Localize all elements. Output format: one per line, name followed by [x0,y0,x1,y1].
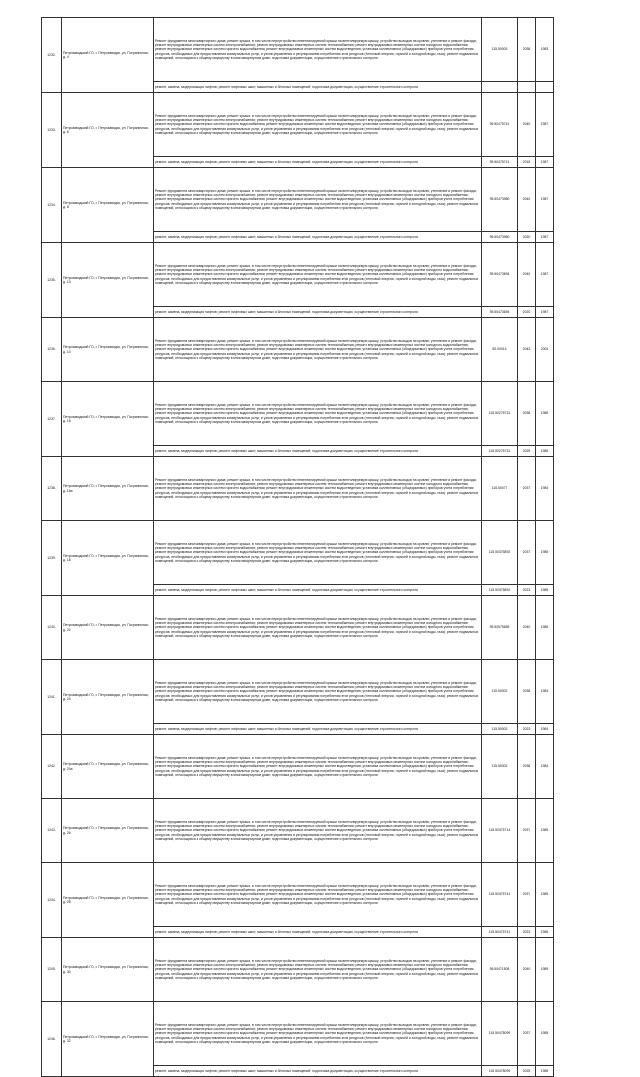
built-year-cell: 1987 [536,307,554,318]
built-year-cell: 1985 [536,521,554,585]
built-year-cell: 1985 [536,596,554,660]
cost-cell: 115.50002 [482,735,518,799]
cost-cell [482,82,518,93]
row-number: 1239. [42,521,62,596]
table-row [42,938,554,1002]
row-number: 1243. [42,799,62,863]
work-description-full: Ремонт фундамента многоквартирного дома; ремонт крыши, в том числе переустройство невентилируемой крыши на вентилируемую крышу, устройство выходов на кровлю; утепление и ремонт фасада; ремонт внутридомовых инженерных систем электроснабжения; ремонт внутридомовых инженерных систем теплоснабжения; ремонт внутридомовых инженерных систем холодного водоснабжения; ремонт внутридомовых инженерных систем горячего водоснабжения; ремонт внутридомовых инженерных систем водоотведения; установка коллективных (общедомовых) приборов учета потребления ресурсов, необходимых для предоставления коммунальных услуг, и узлов управления и регулирования потребления этих ресурсов (тепловой энергии, горячей и холодной воды, газа); ремонт подвальных помещений, относящихся к общему имуществу в многоквартирном доме; подготовка документации, осуществление строительного контроля [154,93,482,157]
cost-cell: 95.50475741 [482,157,518,168]
built-year-cell: 1985 [536,382,554,446]
table-row [42,660,554,724]
address-cell: Петрозаводский ГО, г. Петрозаводск, ул. Пограничная, д. 26 [62,799,154,863]
address-cell: Петрозаводский ГО, г. Петрозаводск, ул. Пограничная, д. 8 [62,168,154,243]
work-description-full: Ремонт фундамента многоквартирного дома; ремонт крыши, в том числе переустройство невентилируемой крыши на вентилируемую крышу, устройство выходов на кровлю; утепление и ремонт фасада; ремонт внутридомовых инженерных систем электроснабжения; ремонт внутридомовых инженерных систем теплоснабжения; ремонт внутридомовых инженерных систем холодного водоснабжения; ремонт внутридомовых инженерных систем горячего водоснабжения; ремонт внутридомовых инженерных систем водоотведения; установка коллективных (общедомовых) приборов учета потребления ресурсов, необходимых для предоставления коммунальных услуг, и узлов управления и регулирования потребления этих ресурсов (тепловой энергии, горячей и холодной воды, газа); ремонт подвальных помещений, относящихся к общему имуществу в многоквартирном доме; подготовка документации, осуществление строительного контроля [154,18,482,82]
address-cell: Петрозаводский ГО, г. Петрозаводск, ул. Пограничная, д. 16а [62,457,154,521]
cost-cell: 115.50002 [482,660,518,724]
cost-cell: 115.50375892 [482,521,518,585]
built-year-cell: 1987 [536,93,554,157]
address-cell: Петрозаводский ГО, г. Петрозаводск, ул. Пограничная, д. 32 [62,1002,154,1077]
address-cell: Петрозаводский ГО, г. Петрозаводск, ул. Пограничная, д. 24 [62,660,154,735]
address-cell: Петрозаводский ГО, г. Петрозаводск, ул. Пограничная, д. 28 [62,863,154,938]
row-number: 1236. [42,318,62,382]
cost-cell: 95.50473980 [482,168,518,232]
built-year-cell: 1984 [536,735,554,799]
capital-repair-table [41,17,554,1077]
repair-year-cell: 2037 [518,521,536,585]
cost-cell: 115.50477 [482,457,518,521]
work-description-lift: ремонт, замена, модернизация лифтов; ремонт лифтовых шахт, машинных и блочных помещений; подготовка документации, осуществление строительного контроля [154,82,482,93]
cost-cell: 115.50003 [482,18,518,82]
built-year-cell: 1985 [536,1066,554,1077]
work-description-lift: ремонт, замена, модернизация лифтов; ремонт лифтовых шахт, машинных и блочных помещений; подготовка документации, осуществление строительного контроля [154,585,482,596]
cost-cell: 50.00014 [482,318,518,382]
table-row [42,799,554,863]
cost-cell: 95.50475741 [482,93,518,157]
work-description-lift: ремонт, замена, модернизация лифтов; ремонт лифтовых шахт, машинных и блочных помещений; подготовка документации, осуществление строительного контроля [154,446,482,457]
address-cell: Петрозаводский ГО, г. Петрозаводск, ул. Пограничная, д. 4 [62,18,154,93]
cost-cell: 115.50475741 [482,927,518,938]
repair-year-cell: 2037 [518,863,536,927]
cost-cell: 115.50478099 [482,1002,518,1066]
address-cell: Петрозаводский ГО, г. Петрозаводск, ул. Пограничная, д. 6 [62,93,154,168]
repair-year-cell: 2020 [518,307,536,318]
address-cell: Петрозаводский ГО, г. Петрозаводск, ул. Пограничная, д. 16 [62,382,154,457]
address-cell: Петрозаводский ГО, г. Петрозаводск, ул. Пограничная, д. 14 [62,318,154,382]
address-cell: Петрозаводский ГО, г. Петрозаводск, ул. Пограничная, д. 24а [62,735,154,799]
repair-year-cell: 2040 [518,938,536,1002]
repair-year-cell: 2037 [518,799,536,863]
table-body [42,18,554,1077]
cost-cell: 115.50478099 [482,1066,518,1077]
cost-cell: 95.50473694 [482,243,518,307]
cost-cell: 115.50275731 [482,446,518,457]
repair-year-cell: 2040 [518,93,536,157]
table-row [42,596,554,660]
repair-year-cell: 2020 [518,232,536,243]
repair-year-cell: 2018 [518,157,536,168]
repair-year-cell: 2037 [518,1002,536,1066]
table-row [42,863,554,927]
table-row [42,457,554,521]
repair-year-cell: 2023 [518,724,536,735]
work-description-lift: ремонт, замена, модернизация лифтов; ремонт лифтовых шахт, машинных и блочных помещений; подготовка документации, осуществление строительного контроля [154,1066,482,1077]
cost-cell: 115.50275731 [482,382,518,446]
work-description-lift: ремонт, замена, модернизация лифтов; ремонт лифтовых шахт, машинных и блочных помещений; подготовка документации, осуществление строительного контроля [154,157,482,168]
repair-year-cell: 2037 [518,457,536,521]
row-number: 1242. [42,735,62,799]
built-year-cell: 1987 [536,243,554,307]
built-year-cell: 1983 [536,18,554,82]
repair-year-cell: 2025 [518,446,536,457]
cost-cell: 115.50475741 [482,863,518,927]
repair-year-cell: 2043 [518,318,536,382]
row-number: 1241. [42,660,62,735]
work-description-full: Ремонт фундамента многоквартирного дома; ремонт крыши, в том числе переустройство невентилируемой крыши на вентилируемую крышу, устройство выходов на кровлю; утепление и ремонт фасада; ремонт внутридомовых инженерных систем электроснабжения; ремонт внутридомовых инженерных систем теплоснабжения; ремонт внутридомовых инженерных систем холодного водоснабжения; ремонт внутридомовых инженерных систем горячего водоснабжения; ремонт внутридомовых инженерных систем водоотведения; установка коллективных (общедомовых) приборов учета потребления ресурсов, необходимых для предоставления коммунальных услуг, и узлов управления и регулирования потребления этих ресурсов (тепловой энергии, горячей и холодной воды, газа); ремонт подвальных помещений, относящихся к общему имуществу в многоквартирном доме; подготовка документации, осуществление строительного контроля [154,457,482,521]
row-number: 1237. [42,382,62,457]
work-description-full: Ремонт фундамента многоквартирного дома; ремонт крыши, в том числе переустройство невентилируемой крыши на вентилируемую крышу, устройство выходов на кровлю; утепление и ремонт фасада; ремонт внутридомовых инженерных систем электроснабжения; ремонт внутридомовых инженерных систем теплоснабжения; ремонт внутридомовых инженерных систем холодного водоснабжения; ремонт внутридомовых инженерных систем горячего водоснабжения; ремонт внутридомовых инженерных систем водоотведения; установка коллективных (общедомовых) приборов учета потребления ресурсов, необходимых для предоставления коммунальных услуг, и узлов управления и регулирования потребления этих ресурсов (тепловой энергии, горячей и холодной воды, газа); ремонт подвальных помещений, относящихся к общему имуществу в многоквартирном доме; подготовка документации, осуществление строительного контроля [154,243,482,307]
work-description-full: Ремонт фундамента многоквартирного дома; ремонт крыши, в том числе переустройство невентилируемой крыши на вентилируемую крышу, устройство выходов на кровлю; утепление и ремонт фасада; ремонт внутридомовых инженерных систем электроснабжения; ремонт внутридомовых инженерных систем теплоснабжения; ремонт внутридомовых инженерных систем холодного водоснабжения; ремонт внутридомовых инженерных систем горячего водоснабжения; ремонт внутридомовых инженерных систем водоотведения; установка коллективных (общедомовых) приборов учета потребления ресурсов, необходимых для предоставления коммунальных услуг, и узлов управления и регулирования потребления этих ресурсов (тепловой энергии, горячей и холодной воды, газа); ремонт подвальных помещений, относящихся к общему имуществу в многоквартирном доме; подготовка документации, осуществление строительного контроля [154,660,482,724]
table-row [42,318,554,382]
repair-year-cell: 2040 [518,243,536,307]
work-description-full: Ремонт фундамента многоквартирного дома; ремонт крыши, в том числе переустройство невентилируемой крыши на вентилируемую крышу, устройство выходов на кровлю; утепление и ремонт фасада; ремонт внутридомовых инженерных систем электроснабжения; ремонт внутридомовых инженерных систем теплоснабжения; ремонт внутридомовых инженерных систем холодного водоснабжения; ремонт внутридомовых инженерных систем горячего водоснабжения; ремонт внутридомовых инженерных систем водоотведения; установка коллективных (общедомовых) приборов учета потребления ресурсов, необходимых для предоставления коммунальных услуг, и узлов управления и регулирования потребления этих ресурсов (тепловой энергии, горячей и холодной воды, газа); ремонт подвальных помещений, относящихся к общему имуществу в многоквартирном доме; подготовка документации, осуществление строительного контроля [154,1002,482,1066]
built-year-cell: 2002 [536,318,554,382]
row-number: 1246. [42,1002,62,1077]
row-number: 1234. [42,168,62,243]
work-description-full: Ремонт фундамента многоквартирного дома; ремонт крыши, в том числе переустройство невентилируемой крыши на вентилируемую крышу, устройство выходов на кровлю; утепление и ремонт фасада; ремонт внутридомовых инженерных систем электроснабжения; ремонт внутридомовых инженерных систем теплоснабжения; ремонт внутридомовых инженерных систем холодного водоснабжения; ремонт внутридомовых инженерных систем горячего водоснабжения; ремонт внутридомовых инженерных систем водоотведения; установка коллективных (общедомовых) приборов учета потребления ресурсов, необходимых для предоставления коммунальных услуг, и узлов управления и регулирования потребления этих ресурсов (тепловой энергии, горячей и холодной воды, газа); ремонт подвальных помещений, относящихся к общему имуществу в многоквартирном доме; подготовка документации, осуществление строительного контроля [154,596,482,660]
row-number: 1245. [42,938,62,1002]
cost-cell: 115.50002 [482,724,518,735]
work-description-full: Ремонт фундамента многоквартирного дома; ремонт крыши, в том числе переустройство невентилируемой крыши на вентилируемую крышу, устройство выходов на кровлю; утепление и ремонт фасада; ремонт внутридомовых инженерных систем электроснабжения; ремонт внутридомовых инженерных систем теплоснабжения; ремонт внутридомовых инженерных систем холодного водоснабжения; ремонт внутридомовых инженерных систем горячего водоснабжения; ремонт внутридомовых инженерных систем водоотведения; установка коллективных (общедомовых) приборов учета потребления ресурсов, необходимых для предоставления коммунальных услуг, и узлов управления и регулирования потребления этих ресурсов (тепловой энергии, горячей и холодной воды, газа); ремонт подвальных помещений, относящихся к общему имуществу в многоквартирном доме; подготовка документации, осуществление строительного контроля [154,863,482,927]
repair-year-cell: 2023 [518,927,536,938]
work-description-full: Ремонт фундамента многоквартирного дома; ремонт крыши, в том числе переустройство невентилируемой крыши на вентилируемую крышу, устройство выходов на кровлю; утепление и ремонт фасада; ремонт внутридомовых инженерных систем электроснабжения; ремонт внутридомовых инженерных систем теплоснабжения; ремонт внутридомовых инженерных систем холодного водоснабжения; ремонт внутридомовых инженерных систем горячего водоснабжения; ремонт внутридомовых инженерных систем водоотведения; установка коллективных (общедомовых) приборов учета потребления ресурсов, необходимых для предоставления коммунальных услуг, и узлов управления и регулирования потребления этих ресурсов (тепловой энергии, горячей и холодной воды, газа); ремонт подвальных помещений, относящихся к общему имуществу в многоквартирном доме; подготовка документации, осуществление строительного контроля [154,521,482,585]
built-year-cell: 1985 [536,446,554,457]
built-year-cell [536,82,554,93]
built-year-cell: 1989 [536,938,554,1002]
address-cell: Петрозаводский ГО, г. Петрозаводск, ул. Пограничная, д. 10 [62,243,154,318]
repair-year-cell [518,82,536,93]
work-description-full: Ремонт фундамента многоквартирного дома; ремонт крыши, в том числе переустройство невентилируемой крыши на вентилируемую крышу, устройство выходов на кровлю; утепление и ремонт фасада; ремонт внутридомовых инженерных систем электроснабжения; ремонт внутридомовых инженерных систем теплоснабжения; ремонт внутридомовых инженерных систем холодного водоснабжения; ремонт внутридомовых инженерных систем горячего водоснабжения; ремонт внутридомовых инженерных систем водоотведения; установка коллективных (общедомовых) приборов учета потребления ресурсов, необходимых для предоставления коммунальных услуг, и узлов управления и регулирования потребления этих ресурсов (тепловой энергии, горячей и холодной воды, газа); ремонт подвальных помещений, относящихся к общему имуществу в многоквартирном доме; подготовка документации, осуществление строительного контроля [154,168,482,232]
repair-year-cell: 2023 [518,585,536,596]
built-year-cell: 1984 [536,457,554,521]
work-description-lift: ремонт, замена, модернизация лифтов; ремонт лифтовых шахт, машинных и блочных помещений; подготовка документации, осуществление строительного контроля [154,307,482,318]
built-year-cell: 1987 [536,232,554,243]
built-year-cell: 1984 [536,724,554,735]
built-year-cell: 1985 [536,863,554,927]
repair-year-cell: 2038 [518,735,536,799]
work-description-full: Ремонт фундамента многоквартирного дома; ремонт крыши, в том числе переустройство невентилируемой крыши на вентилируемую крышу, устройство выходов на кровлю; утепление и ремонт фасада; ремонт внутридомовых инженерных систем электроснабжения; ремонт внутридомовых инженерных систем теплоснабжения; ремонт внутридомовых инженерных систем холодного водоснабжения; ремонт внутридомовых инженерных систем горячего водоснабжения; ремонт внутридомовых инженерных систем водоотведения; установка коллективных (общедомовых) приборов учета потребления ресурсов, необходимых для предоставления коммунальных услуг, и узлов управления и регулирования потребления этих ресурсов (тепловой энергии, горячей и холодной воды, газа); ремонт подвальных помещений, относящихся к общему имуществу в многоквартирном доме; подготовка документации, осуществление строительного контроля [154,735,482,799]
row-number: 1235. [42,243,62,318]
row-number: 1240. [42,596,62,660]
built-year-cell: 1985 [536,799,554,863]
table-row [42,18,554,82]
built-year-cell: 1987 [536,168,554,232]
repair-year-cell: 2040 [518,596,536,660]
table-row [42,93,554,157]
built-year-cell: 1985 [536,1002,554,1066]
built-year-cell: 1985 [536,927,554,938]
row-number: 1244. [42,863,62,938]
cost-cell: 95.50471508 [482,938,518,1002]
row-number: 1233. [42,93,62,168]
table-row [42,1002,554,1066]
table-row [42,521,554,585]
address-cell: Петрозаводский ГО, г. Петрозаводск, ул. Пограничная, д. 22 [62,596,154,660]
built-year-cell: 1984 [536,660,554,724]
work-description-full: Ремонт фундамента многоквартирного дома; ремонт крыши, в том числе переустройство невентилируемой крыши на вентилируемую крышу, устройство выходов на кровлю; утепление и ремонт фасада; ремонт внутридомовых инженерных систем электроснабжения; ремонт внутридомовых инженерных систем теплоснабжения; ремонт внутридомовых инженерных систем холодного водоснабжения; ремонт внутридомовых инженерных систем горячего водоснабжения; ремонт внутридомовых инженерных систем водоотведения; установка коллективных (общедомовых) приборов учета потребления ресурсов, необходимых для предоставления коммунальных услуг, и узлов управления и регулирования потребления этих ресурсов (тепловой энергии, горячей и холодной воды, газа); ремонт подвальных помещений, относящихся к общему имуществу в многоквартирном доме; подготовка документации, осуществление строительного контроля [154,799,482,863]
built-year-cell: 1987 [536,157,554,168]
row-number: 1232. [42,18,62,93]
repair-year-cell: 2038 [518,18,536,82]
cost-cell: 95.50473694 [482,307,518,318]
cost-cell: 115.50375892 [482,585,518,596]
work-description-full: Ремонт фундамента многоквартирного дома; ремонт крыши, в том числе переустройство невентилируемой крыши на вентилируемую крышу, устройство выходов на кровлю; утепление и ремонт фасада; ремонт внутридомовых инженерных систем электроснабжения; ремонт внутридомовых инженерных систем теплоснабжения; ремонт внутридомовых инженерных систем холодного водоснабжения; ремонт внутридомовых инженерных систем горячего водоснабжения; ремонт внутридомовых инженерных систем водоотведения; установка коллективных (общедомовых) приборов учета потребления ресурсов, необходимых для предоставления коммунальных услуг, и узлов управления и регулирования потребления этих ресурсов (тепловой энергии, горячей и холодной воды, газа); ремонт подвальных помещений, относящихся к общему имуществу в многоквартирном доме; подготовка документации, осуществление строительного контроля [154,938,482,1002]
table-row [42,735,554,799]
work-description-lift: ремонт, замена, модернизация лифтов; ремонт лифтовых шахт, машинных и блочных помещений; подготовка документации, осуществление строительного контроля [154,927,482,938]
work-description-lift: ремонт, замена, модернизация лифтов; ремонт лифтовых шахт, машинных и блочных помещений; подготовка документации, осуществление строительного контроля [154,232,482,243]
repair-year-cell: 2038 [518,382,536,446]
table-row [42,382,554,446]
address-cell: Петрозаводский ГО, г. Петрозаводск, ул. Пограничная, д. 18 [62,521,154,596]
cost-cell: 115.50375714 [482,799,518,863]
built-year-cell: 1985 [536,585,554,596]
work-description-full: Ремонт фундамента многоквартирного дома; ремонт крыши, в том числе переустройство невентилируемой крыши на вентилируемую крышу, устройство выходов на кровлю; утепление и ремонт фасада; ремонт внутридомовых инженерных систем электроснабжения; ремонт внутридомовых инженерных систем теплоснабжения; ремонт внутридомовых инженерных систем холодного водоснабжения; ремонт внутридомовых инженерных систем горячего водоснабжения; ремонт внутридомовых инженерных систем водоотведения; установка коллективных (общедомовых) приборов учета потребления ресурсов, необходимых для предоставления коммунальных услуг, и узлов управления и регулирования потребления этих ресурсов (тепловой энергии, горячей и холодной воды, газа); ремонт подвальных помещений, относящихся к общему имуществу в многоквартирном доме; подготовка документации, осуществление строительного контроля [154,382,482,446]
row-number: 1238. [42,457,62,521]
cost-cell: 95.50575655 [482,596,518,660]
table-row [42,243,554,307]
repair-year-cell: 2038 [518,660,536,724]
repair-year-cell: 2040 [518,168,536,232]
cost-cell: 95.50473980 [482,232,518,243]
table-row [42,168,554,232]
address-cell: Петрозаводский ГО, г. Петрозаводск, ул. Пограничная, д. 30 [62,938,154,1002]
work-description-full: Ремонт фундамента многоквартирного дома; ремонт крыши, в том числе переустройство невентилируемой крыши на вентилируемую крышу, устройство выходов на кровлю; утепление и ремонт фасада; ремонт внутридомовых инженерных систем электроснабжения; ремонт внутридомовых инженерных систем теплоснабжения; ремонт внутридомовых инженерных систем холодного водоснабжения; ремонт внутридомовых инженерных систем горячего водоснабжения; ремонт внутридомовых инженерных систем водоотведения; установка коллективных (общедомовых) приборов учета потребления ресурсов, необходимых для предоставления коммунальных услуг, и узлов управления и регулирования потребления этих ресурсов (тепловой энергии, горячей и холодной воды, газа); ремонт подвальных помещений, относящихся к общему имуществу в многоквартирном доме; подготовка документации, осуществление строительного контроля [154,318,482,382]
work-description-lift: ремонт, замена, модернизация лифтов; ремонт лифтовых шахт, машинных и блочных помещений; подготовка документации, осуществление строительного контроля [154,724,482,735]
repair-year-cell: 2025 [518,1066,536,1077]
